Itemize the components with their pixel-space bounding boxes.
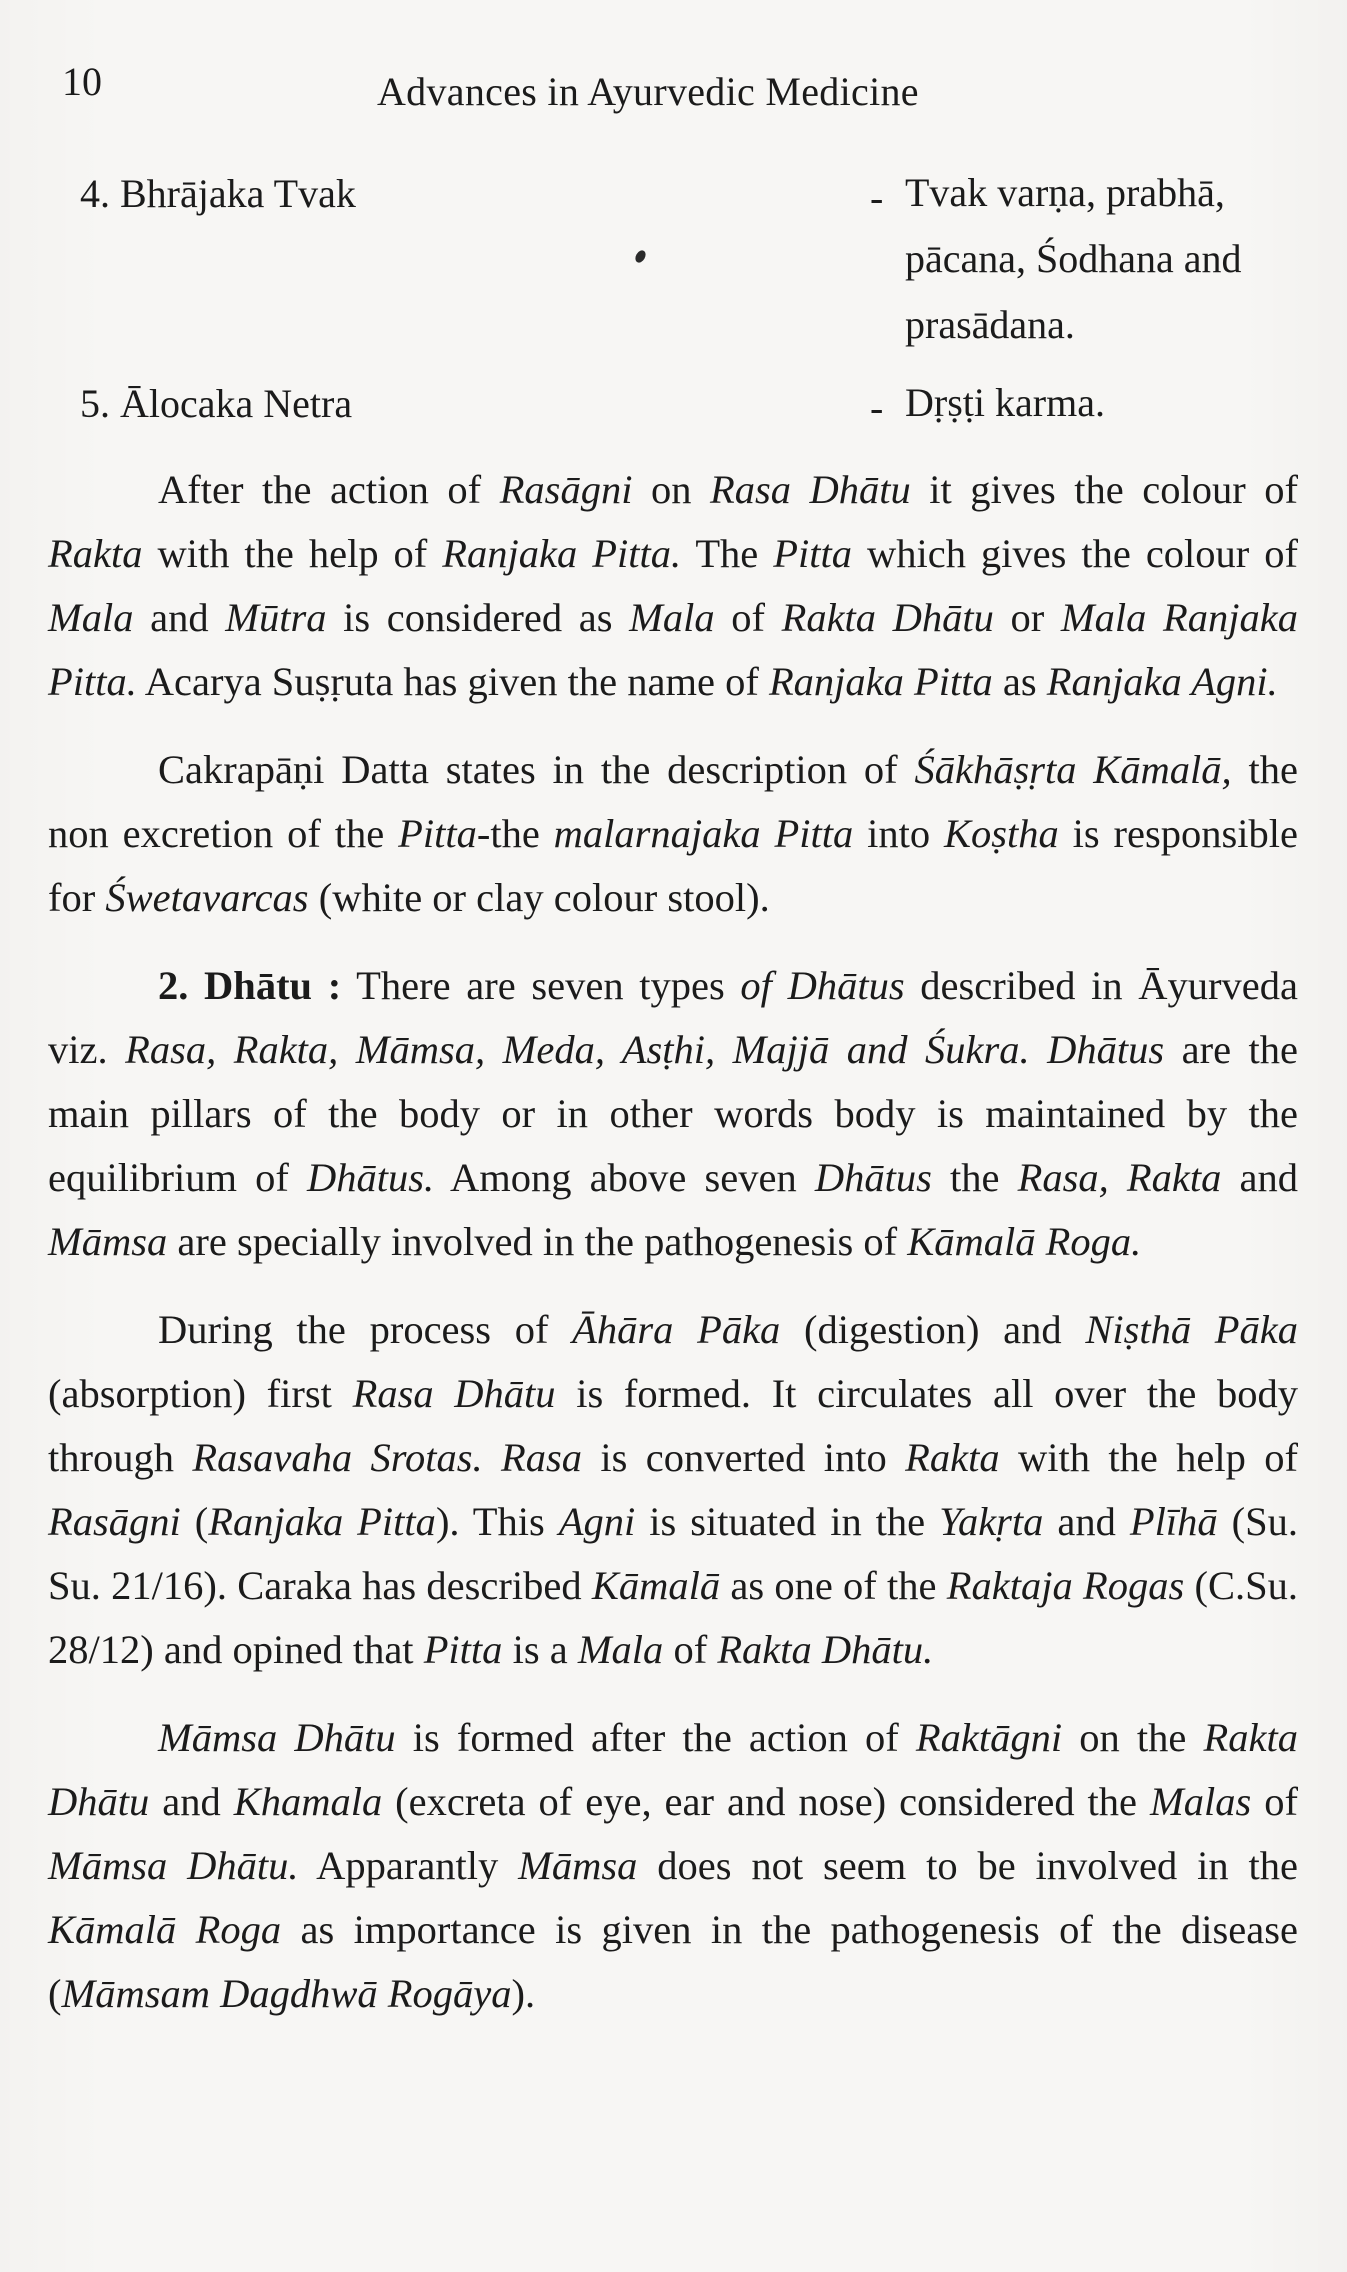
- italic-term: Ranjaka Pitta: [768, 659, 993, 704]
- text-run: Acarya Suṣṛuta has given the name of: [136, 659, 769, 704]
- italic-term: Māmsa: [518, 1843, 638, 1888]
- subtype-list: [0, 170, 1347, 440]
- text-run: as: [992, 659, 1047, 704]
- list-item-dash: -: [870, 175, 884, 220]
- text-run: (digestion) and: [780, 1307, 1086, 1352]
- paragraph: [48, 1298, 1298, 1682]
- text-run: or: [993, 595, 1061, 640]
- italic-term: Māmsa Dhātu.: [48, 1843, 299, 1888]
- italic-term: Māmsa: [48, 1219, 168, 1264]
- bold-heading: 2. Dhātu :: [158, 963, 342, 1008]
- italic-term: Dhātus.: [307, 1155, 435, 1200]
- list-item-term: 5. Ālocaka Netra: [80, 381, 353, 426]
- text-run: the: [931, 1155, 1018, 1200]
- italic-term: Mūtra: [225, 595, 327, 640]
- text-run: of: [663, 1627, 718, 1672]
- list-item-description: Dṛṣṭi karma.: [905, 380, 1105, 425]
- italic-term: Mala: [48, 595, 134, 640]
- italic-term: Plīhā: [1129, 1499, 1218, 1544]
- text-run: and: [1043, 1499, 1130, 1544]
- text-run: After the action of: [158, 467, 500, 512]
- italic-term: Rasāgni: [48, 1499, 181, 1544]
- text-run: During the process of: [158, 1307, 573, 1352]
- text-run: as importance is given in the pathogenesis of the disease (: [48, 1907, 1298, 2016]
- italic-term: Ranjaka Pitta.: [442, 531, 682, 576]
- italic-term: Niṣthā Pāka: [1085, 1307, 1298, 1352]
- italic-term: Koṣtha: [944, 811, 1059, 856]
- text-run: with the help of: [999, 1435, 1298, 1480]
- italic-term: Kāmalā Roga: [48, 1907, 282, 1952]
- italic-term: Rasa, Rakta, Māmsa, Meda, Asṭhi, Majjā and Śukra. Dhātus: [125, 1027, 1165, 1072]
- text-run: (Su. Su. 21/16). Caraka has described: [48, 1499, 1298, 1608]
- italic-term: Raktāgni: [915, 1715, 1063, 1760]
- text-run: does not seem to be involved in the: [637, 1843, 1298, 1888]
- text-run: as one of the: [720, 1563, 947, 1608]
- list-item-term: 4. Bhrājaka Tvak: [80, 171, 356, 216]
- text-run: and: [133, 595, 226, 640]
- text-run: of: [714, 595, 782, 640]
- text-run: is situated in the: [635, 1499, 940, 1544]
- text-run: described in Āyurveda viz.: [48, 963, 1298, 1072]
- italic-term: Rakta Dhātu.: [717, 1627, 934, 1672]
- italic-term: Rasa Dhātu: [352, 1371, 556, 1416]
- text-run: is formed. It circulates all over the body through: [48, 1371, 1298, 1480]
- text-run: Apparantly: [298, 1843, 519, 1888]
- italic-term: Rakta: [905, 1435, 1000, 1480]
- italic-term: Āhāra Pāka: [572, 1307, 781, 1352]
- list-item: [0, 170, 1347, 380]
- italic-term: Rakta: [48, 531, 143, 576]
- text-run: it gives the colour of: [910, 467, 1298, 512]
- text-run: with the help of: [142, 531, 443, 576]
- italic-term: Kāmalā Roga.: [907, 1219, 1142, 1264]
- italic-term: Mala: [577, 1627, 664, 1672]
- text-run: are the main pillars of the body or in other words body is maintained by the equilibrium of: [48, 1027, 1299, 1200]
- list-item-dash: -: [870, 385, 884, 430]
- italic-term: Kāmalā: [591, 1563, 721, 1608]
- text-run: on the: [1062, 1715, 1204, 1760]
- italic-term: Mala: [629, 595, 715, 640]
- text-run: which gives the colour of: [852, 531, 1298, 576]
- italic-term: Māmsa Dhātu: [158, 1715, 396, 1760]
- text-run: -the: [476, 811, 554, 856]
- paragraph: [48, 458, 1298, 714]
- text-run: are specially involved in the pathogenesis of: [167, 1219, 908, 1264]
- italic-term: Mala Ranjaka Pitta.: [48, 595, 1298, 704]
- italic-term: Dhātus: [814, 1155, 932, 1200]
- text-run: into: [853, 811, 944, 856]
- italic-term: Ranjaka Pitta: [208, 1499, 436, 1544]
- list-item-description: Tvak varṇa, prabhā, pācana, Śodhana and prasādana.: [905, 170, 1242, 347]
- text-run: is considered as: [326, 595, 630, 640]
- body-text: [48, 458, 1298, 2050]
- italic-term: Agni: [558, 1499, 636, 1544]
- text-run: ).: [511, 1971, 536, 2016]
- text-run: (C.Su. 28/12) and opined that: [48, 1563, 1298, 1672]
- italic-term: Rasavaha Srotas. Rasa: [192, 1435, 582, 1480]
- text-run: of: [1251, 1779, 1298, 1824]
- italic-term: Pitta: [423, 1627, 503, 1672]
- italic-term: Pitta: [398, 811, 477, 856]
- text-run: (white or clay colour stool).: [308, 875, 770, 920]
- italic-term: malarnajaka Pitta: [553, 811, 854, 856]
- text-run: the non excretion of the: [48, 747, 1298, 856]
- text-run: Among above seven: [434, 1155, 815, 1200]
- page-header: [62, 58, 1292, 118]
- italic-term: Śākhāṣṛta Kāmalā,: [914, 747, 1232, 792]
- text-run: is responsible for: [48, 811, 1298, 920]
- italic-term: Yakṛta: [939, 1499, 1044, 1544]
- italic-term: Śwetavarcas: [105, 875, 309, 920]
- italic-term: Rasa, Rakta: [1017, 1155, 1222, 1200]
- italic-term: Ranjaka Agni.: [1046, 659, 1278, 704]
- text-run: (excreta of eye, ear and nose) considered the: [382, 1779, 1151, 1824]
- running-title: Advances in Ayurvedic Medicine: [377, 69, 919, 114]
- text-run: is converted into: [581, 1435, 906, 1480]
- italic-term: Rasāgni: [499, 467, 633, 512]
- text-run: ). This: [435, 1499, 559, 1544]
- text-run: and: [149, 1779, 234, 1824]
- paragraph: [48, 1706, 1298, 2026]
- text-run: is a: [502, 1627, 578, 1672]
- italic-term: Raktaja Rogas: [946, 1563, 1185, 1608]
- text-run: Cakrapāṇi Datta states in the description of: [158, 747, 915, 792]
- text-run: The: [681, 531, 774, 576]
- italic-term: Pitta: [773, 531, 852, 576]
- italic-term: Rasa Dhātu: [709, 467, 911, 512]
- paragraph: [48, 738, 1298, 930]
- text-run: (absorption) first: [48, 1371, 353, 1416]
- text-run: on: [632, 467, 710, 512]
- paragraph: [48, 954, 1298, 1274]
- text-run: is formed after the action of: [395, 1715, 916, 1760]
- italic-term: of Dhātus: [740, 963, 905, 1008]
- italic-term: Māmsam Dagdhwā Rogāya: [61, 1971, 512, 2016]
- italic-term: Malas: [1150, 1779, 1252, 1824]
- page-number: 10: [62, 59, 102, 104]
- italic-term: Khamala: [233, 1779, 383, 1824]
- italic-term: Rakta Dhātu: [48, 1715, 1298, 1824]
- text-run: There are seven types: [341, 963, 741, 1008]
- list-item: [0, 380, 1347, 440]
- text-run: (: [180, 1499, 209, 1544]
- italic-term: Rakta Dhātu: [781, 595, 994, 640]
- text-run: and: [1221, 1155, 1299, 1200]
